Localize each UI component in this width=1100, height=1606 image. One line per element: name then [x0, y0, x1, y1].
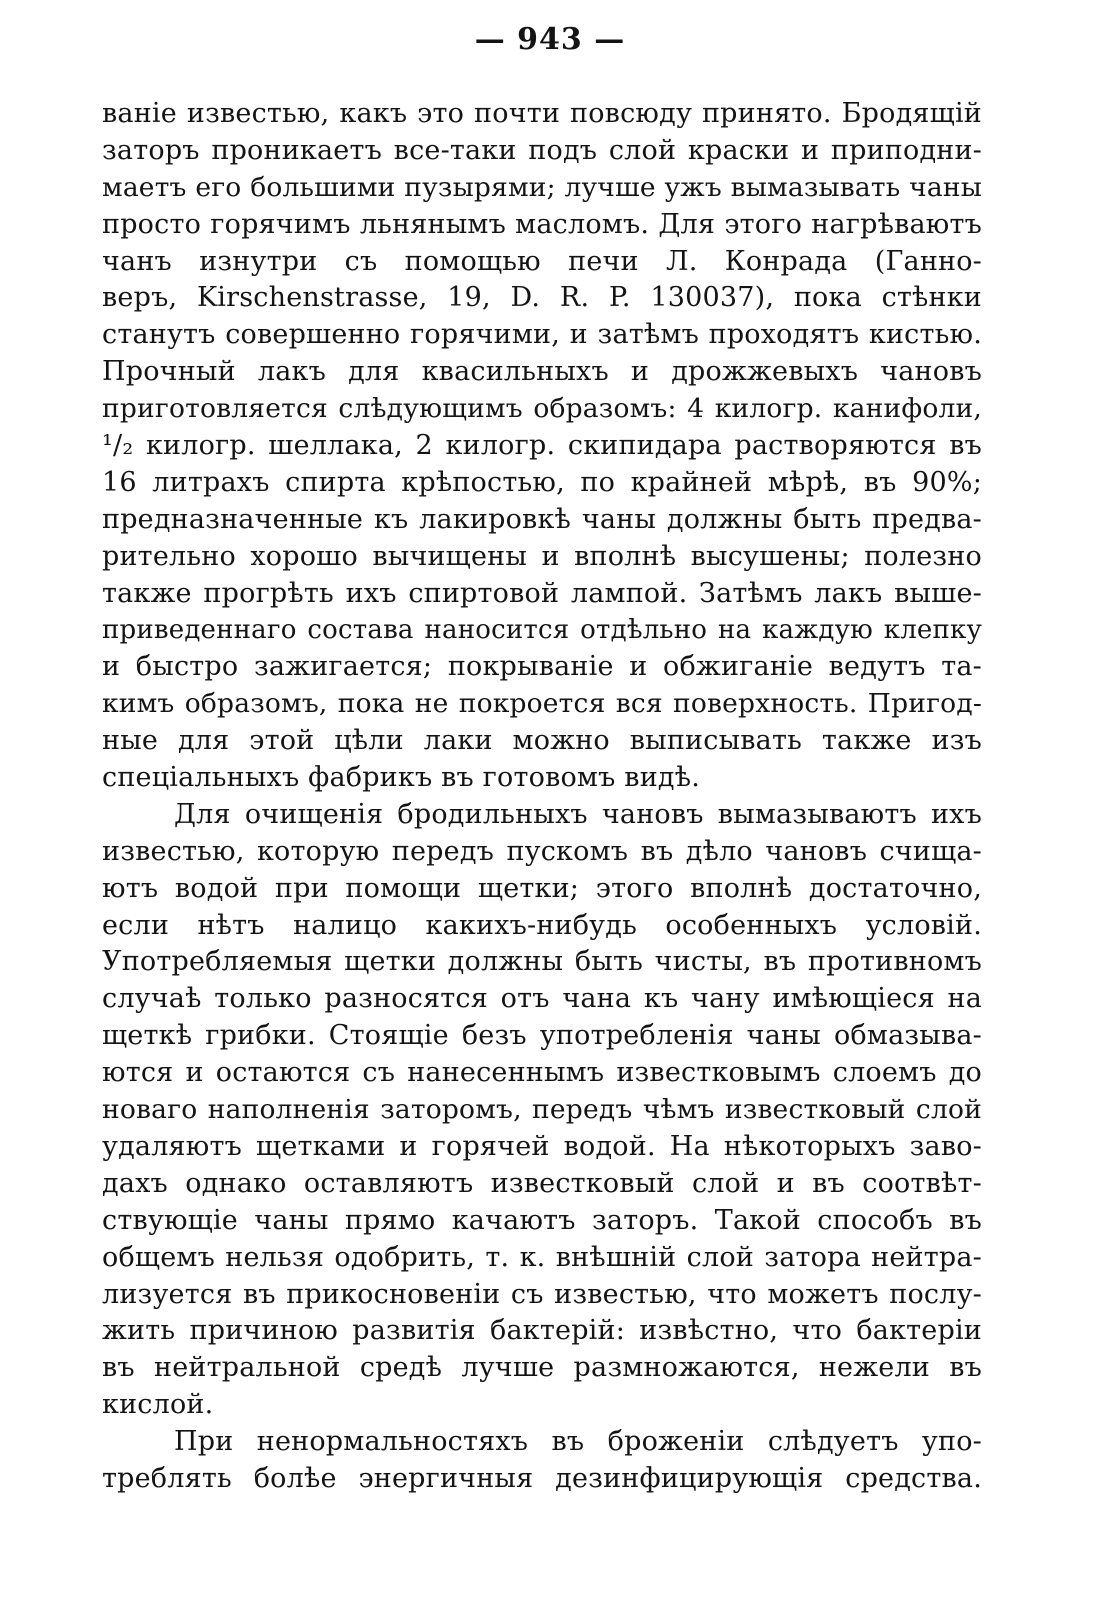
text-line: кимъ образомъ, пока не покроется вся поверхность. Пригод- — [102, 688, 982, 720]
text-line: ные для этой цѣли лаки можно выписывать также изъ — [102, 725, 982, 757]
text-line: спеціальныхъ фабрикъ въ готовомъ видѣ. — [102, 762, 700, 794]
text-line: просто горячимъ льнянымъ масломъ. Для этого нагрѣваютъ — [102, 208, 982, 240]
text-line: приведеннаго состава наносится отдѣльно на каждую клепку — [102, 615, 982, 646]
text-line: приготовляется слѣдующимъ образомъ: 4 килогр. канифоли, — [102, 393, 982, 425]
text-line: жить причиною развитія бактерій: извѣстно, что бактеріи — [102, 1315, 982, 1347]
text-line: щеткѣ грибки. Стоящіе безъ употребленія чаны обмазыва- — [102, 1020, 982, 1052]
text-line: 16 литрахъ спирта крѣпостью, по крайней мѣрѣ, въ 90%; — [102, 466, 982, 498]
text-line: Прочный лакъ для квасильныхъ и дрожжевыхъ чановъ — [102, 356, 982, 388]
text-line: если нѣтъ налицо какихъ-нибудь особенныхъ условій. — [102, 909, 982, 941]
text-line: удаляютъ щетками и горячей водой. На нѣкоторыхъ заво- — [102, 1130, 982, 1162]
text-line: ютъ водой при помощи щетки; этого вполнѣ достаточно, — [102, 872, 982, 904]
text-line: общемъ нельзя одобрить, т. к. внѣшній слой затора нейтра- — [102, 1241, 982, 1273]
text-line: случаѣ только разносятся отъ чана къ чану имѣющіеся на — [102, 983, 982, 1015]
text-line: известью, которую передъ пускомъ въ дѣло чановъ счища- — [102, 835, 982, 867]
text-line: чанъ изнутри съ помощью печи Л. Конрада (Ганно- — [102, 245, 982, 277]
text-line: ¹/₂ килогр. шеллака, 2 килогр. скипидара растворяются въ — [102, 430, 982, 462]
text-line: ствующіе чаны прямо качаютъ заторъ. Такой способъ въ — [102, 1204, 982, 1236]
text-line: маетъ его большими пузырями; лучше ужъ вымазывать чаны — [102, 171, 982, 203]
text-line: Для очищенія бродильныхъ чановъ вымазываютъ ихъ — [174, 798, 982, 830]
text-line: станутъ совершенно горячими, и затѣмъ проходятъ кистью. — [102, 319, 982, 351]
text-line: При ненормальностяхъ въ броженіи слѣдуетъ упо- — [174, 1426, 982, 1458]
text-line: ются и остаются съ нанесеннымъ известковымъ слоемъ до — [102, 1057, 982, 1089]
text-line: Употребляемыя щетки должны быть чисты, въ противномъ — [102, 946, 982, 978]
text-line: кислой. — [102, 1389, 214, 1421]
text-line: въ нейтральной средѣ лучше размножаются, нежели въ — [102, 1352, 982, 1384]
text-line: предназначенные къ лакировкѣ чаны должны быть предва- — [102, 503, 982, 535]
text-line: также прогрѣть ихъ спиртовой лампой. Затѣмъ лакъ выше- — [102, 577, 982, 609]
text-line: треблять болѣе энергичныя дезинфицирующія средства. — [102, 1462, 982, 1494]
text-line: ваніе известью, какъ это почти повсюду принято. Бродящій — [102, 98, 982, 129]
text-line: веръ, Kirschenstrasse, 19, D. R. P. 130037), пока стѣнки — [102, 282, 982, 314]
text-line: новаго наполненія заторомъ, передъ чѣмъ известковый слой — [102, 1094, 982, 1126]
body-text — [102, 96, 982, 1498]
text-line: рительно хорошо вычищены и вполнѣ высушены; полезно — [102, 540, 982, 572]
text-line: дахъ однако оставляютъ известковый слой и въ соотвѣт- — [102, 1167, 982, 1199]
text-line: лизуется въ прикосновеніи съ известью, что можетъ послу- — [102, 1278, 982, 1310]
text-line: и быстро зажигается; покрываніе и обжиганіе ведутъ та- — [102, 651, 982, 683]
text-line: заторъ проникаетъ все-таки подъ слой краски и приподни- — [102, 134, 982, 166]
page-number: — 943 — — [474, 22, 626, 57]
